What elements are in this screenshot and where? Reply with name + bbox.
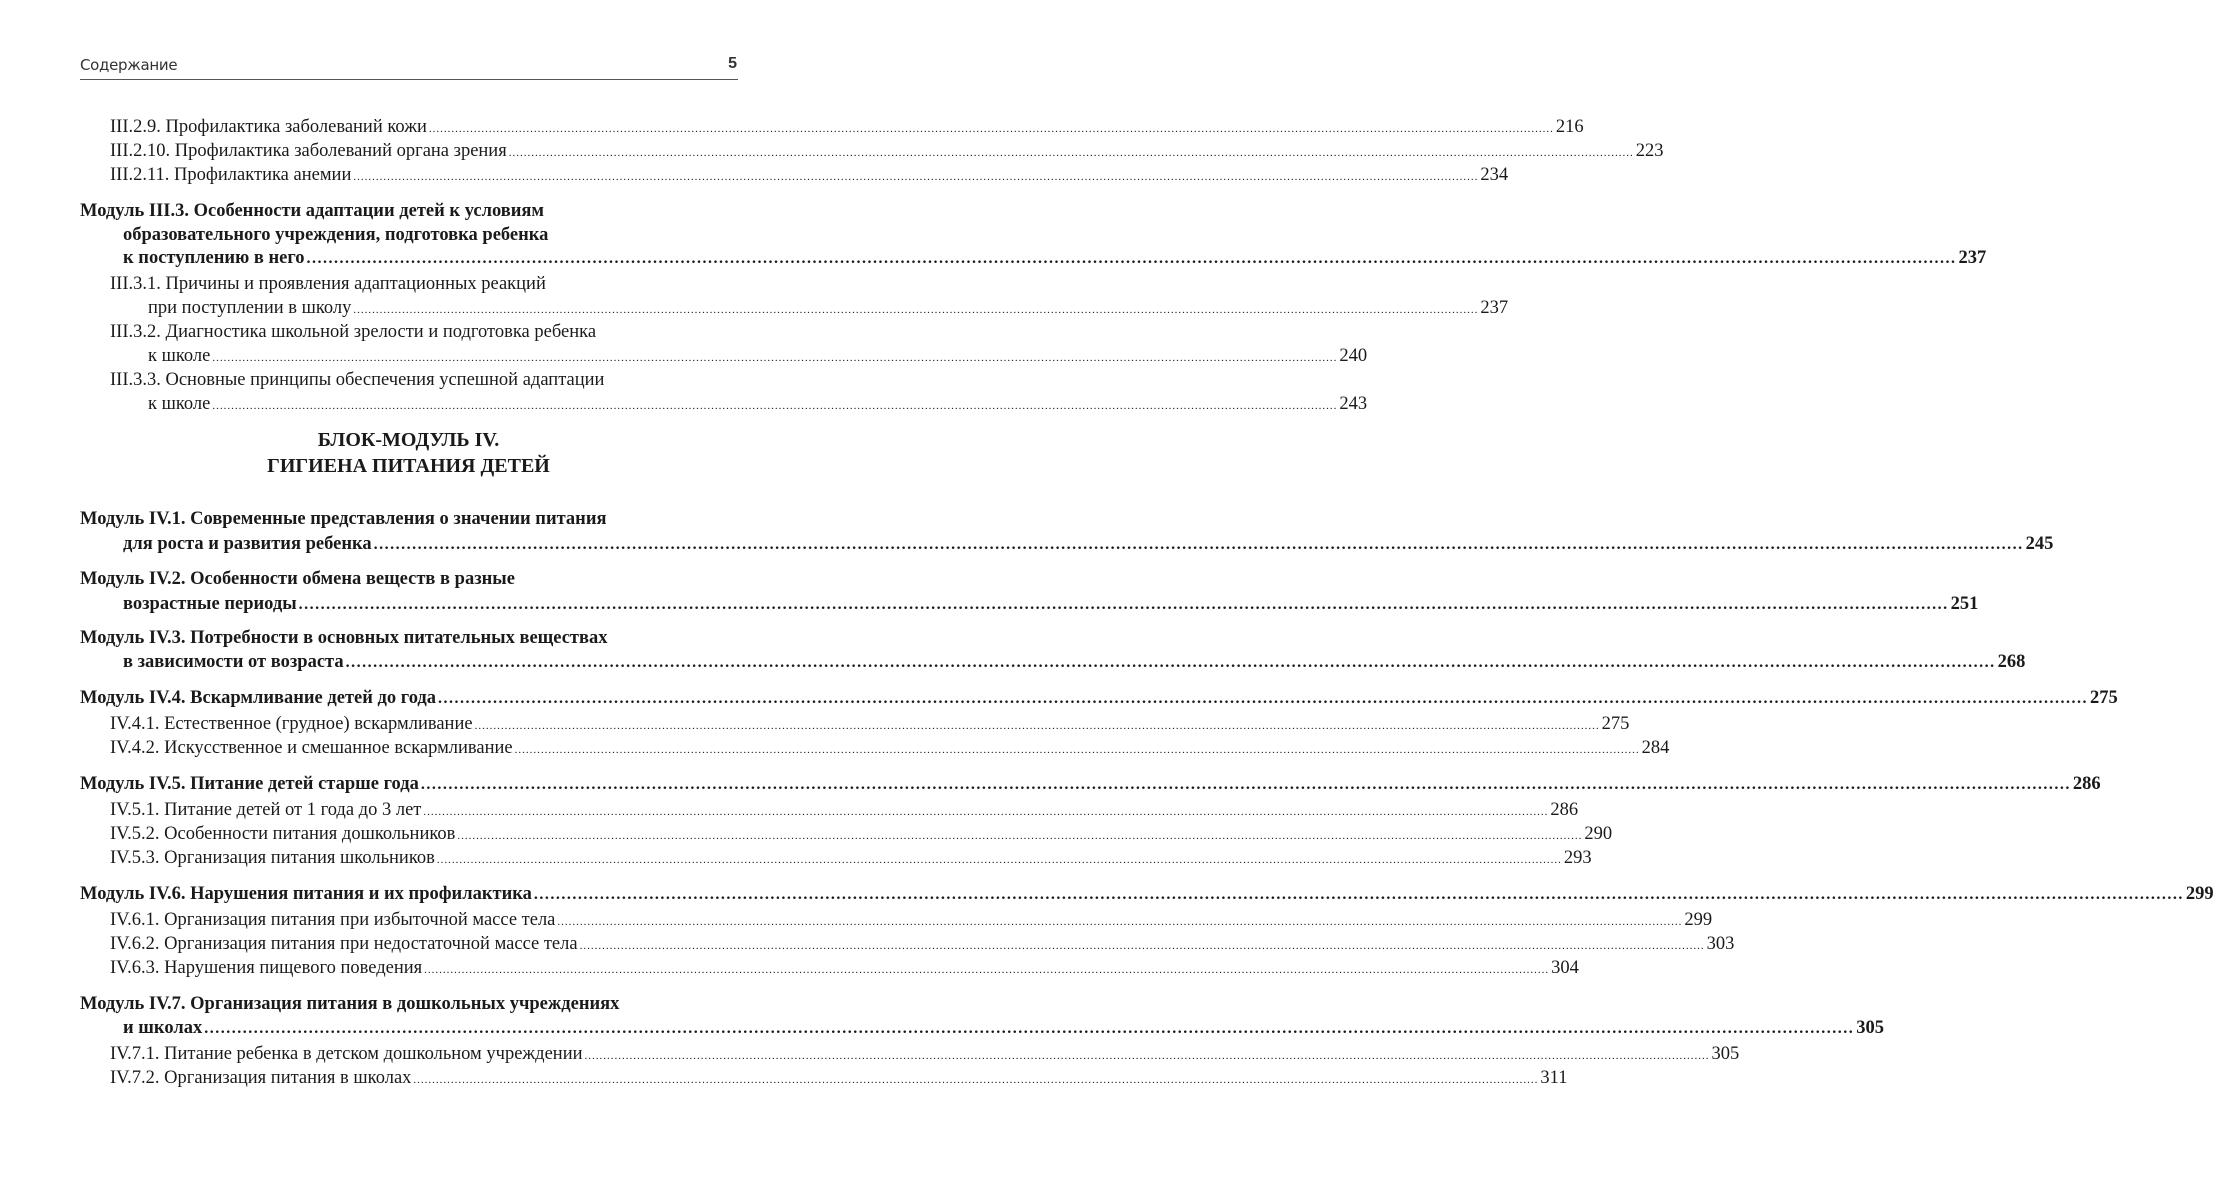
dot-leader: ............................................................................................................................................................................................................................................................................................................: [424, 964, 1550, 976]
toc-entry: [148, 393, 1368, 417]
toc-page-number: 237: [1958, 248, 1987, 268]
dot-leader: ............................................................................................................................................................................................................................................................................................................: [438, 690, 2089, 707]
dot-leader: ............................................................................................................................................................................................................................................................................................................: [212, 352, 1338, 364]
toc-entry-title: Модуль IV.1. Современные представления о значении питания: [80, 509, 607, 529]
toc-entry: [110, 933, 1735, 957]
toc-entry-line: [80, 568, 515, 590]
toc-entry: [110, 164, 1509, 188]
toc-entry-title: III.3.1. Причины и проявления адаптационных реакций: [110, 274, 546, 294]
toc-entry-title: III.2.11. Профилактика анемии: [110, 165, 352, 185]
toc-entry-title: III.3.3. Основные принципы обеспечения успешной адаптации: [110, 370, 605, 390]
toc-page-number: 284: [1641, 738, 1670, 758]
dot-leader: ............................................................................................................................................................................................................................................................................................................: [557, 916, 1683, 928]
dot-leader: ............................................................................................................................................................................................................................................................................................................: [514, 744, 1640, 756]
toc-entry-title: для роста и развития ребенка: [123, 534, 372, 554]
toc-entry-line: [80, 200, 544, 222]
toc-page-number: 251: [1950, 594, 1979, 614]
dot-leader: ............................................................................................................................................................................................................................................................................................................: [474, 720, 1600, 732]
toc-page-number: 286: [1550, 800, 1579, 820]
toc-page-number: 293: [1563, 848, 1592, 868]
toc-entry-title: IV.6.3. Нарушения пищевого поведения: [110, 958, 423, 978]
toc-entry: [110, 713, 1630, 737]
dot-leader: ............................................................................................................................................................................................................................................................................................................: [533, 886, 2184, 903]
toc-page-number: 303: [1706, 934, 1735, 954]
toc-entry-title: Модуль IV.2. Особенности обмена веществ в разные: [80, 569, 515, 589]
toc-entry-title: IV.7.1. Питание ребенка в детском дошкольном учреждении: [110, 1044, 583, 1064]
toc-entry-title: III.2.9. Профилактика заболеваний кожи: [110, 117, 427, 137]
dot-leader: ............................................................................................................................................................................................................................................................................................................: [420, 776, 2071, 793]
dot-leader: ............................................................................................................................................................................................................................................................................................................: [423, 806, 1549, 818]
toc-entry-title: III.2.10. Профилактика заболеваний органа зрения: [110, 141, 507, 161]
dot-leader: ............................................................................................................................................................................................................................................................................................................: [413, 1074, 1539, 1086]
dot-leader: ............................................................................................................................................................................................................................................................................................................: [457, 830, 1583, 842]
toc-entry-title: Модуль IV.4. Вскармливание детей до года: [80, 688, 437, 708]
toc-entry: [110, 1067, 1568, 1091]
toc-page-number: 268: [1997, 652, 2026, 672]
toc-entry-title: Модуль IV.3. Потребности в основных питательных веществах: [80, 628, 608, 648]
toc-page-number: 290: [1584, 824, 1613, 844]
toc-entry-title: Модуль IV.7. Организация питания в дошкольных учреждениях: [80, 994, 620, 1014]
toc-page-number: 243: [1339, 394, 1368, 414]
toc-entry-title: и школах: [123, 1018, 203, 1038]
dot-leader: ............................................................................................................................................................................................................................................................................................................: [373, 536, 2024, 553]
dot-leader: ............................................................................................................................................................................................................................................................................................................: [204, 1020, 1855, 1037]
toc-entry-title: к школе: [148, 394, 211, 414]
dot-leader: ............................................................................................................................................................................................................................................................................................................: [428, 123, 1554, 135]
toc-page-number: 311: [1540, 1068, 1568, 1088]
toc-page-number: 240: [1339, 346, 1368, 366]
toc-page-number: 286: [2072, 774, 2101, 794]
toc-entry-title: IV.5.1. Питание детей от 1 года до 3 лет: [110, 800, 422, 820]
toc-entry-title: IV.4.1. Естественное (грудное) вскармливание: [110, 714, 473, 734]
header-rule: [80, 79, 738, 80]
dot-leader: ............................................................................................................................................................................................................................................................................................................: [212, 400, 1338, 412]
toc-entry: [110, 116, 1584, 140]
toc-entry: [123, 593, 1979, 616]
dot-leader: ............................................................................................................................................................................................................................................................................................................: [298, 596, 1949, 613]
header-title: Содержание: [80, 56, 178, 74]
toc-page-number: 245: [2025, 534, 2054, 554]
toc-entry-line: [80, 627, 608, 649]
toc-entry-title: образовательного учреждения, подготовка ребенка: [123, 225, 549, 245]
toc-entry-line: [123, 224, 548, 246]
toc-entry: [110, 847, 1592, 871]
toc-page-number: 216: [1555, 117, 1584, 137]
toc-entry-title: IV.4.2. Искусственное и смешанное вскармливание: [110, 738, 513, 758]
toc-page-number: 237: [1480, 298, 1509, 318]
toc-entry: [110, 823, 1613, 847]
toc-page-number: 305: [1856, 1018, 1884, 1038]
toc-entry: [80, 883, 2214, 906]
dot-leader: ............................................................................................................................................................................................................................................................................................................: [306, 250, 1957, 267]
toc-entry-title: IV.5.2. Особенности питания дошкольников: [110, 824, 456, 844]
dot-leader: ............................................................................................................................................................................................................................................................................................................: [345, 654, 1996, 671]
toc-entry-title: возрастные периоды: [123, 594, 297, 614]
dot-leader: ............................................................................................................................................................................................................................................................................................................: [508, 147, 1634, 159]
toc-page-number: 304: [1551, 958, 1579, 978]
toc-entry-title: Модуль IV.5. Питание детей старше года: [80, 774, 419, 794]
toc-entry: [123, 533, 2054, 556]
toc-entry: [110, 957, 1579, 981]
toc-entry: [110, 140, 1664, 164]
toc-entry-title: IV.6.1. Организация питания при избыточной массе тела: [110, 910, 556, 930]
toc-entry-title: IV.7.2. Организация питания в школах: [110, 1068, 412, 1088]
toc-page-number: 305: [1711, 1044, 1740, 1064]
toc-entry-line: [110, 321, 596, 343]
toc-entry-title: при поступлении в школу: [148, 298, 352, 318]
dot-leader: ............................................................................................................................................................................................................................................................................................................: [353, 304, 1479, 316]
page-number: 5: [728, 55, 737, 72]
toc-entry-title: к поступлению в него: [123, 248, 305, 268]
toc-entry-title: IV.5.3. Организация питания школьников: [110, 848, 435, 868]
toc-entry: [148, 345, 1368, 369]
toc-entry-title: в зависимости от возраста: [123, 652, 344, 672]
block-title-line-2: ГИГИЕНА ПИТАНИЯ ДЕТЕЙ: [267, 455, 550, 477]
toc-entry: [148, 297, 1509, 321]
toc-page-number: 234: [1480, 165, 1509, 185]
toc-entry-line: [80, 508, 607, 530]
toc-entry-line: [110, 369, 604, 391]
toc-entry: [123, 651, 2026, 674]
toc-page-number: 223: [1635, 141, 1664, 161]
toc-entry-title: III.3.2. Диагностика школьной зрелости и подготовка ребенка: [110, 322, 597, 342]
dot-leader: ............................................................................................................................................................................................................................................................................................................: [436, 854, 1562, 866]
toc-entry: [110, 1043, 1740, 1067]
toc-entry-title: IV.6.2. Организация питания при недостаточной массе тела: [110, 934, 578, 954]
toc-entry: [123, 247, 1987, 270]
toc-entry: [80, 773, 2101, 796]
toc-entry: [110, 909, 1713, 933]
toc-entry-line: [110, 273, 546, 295]
dot-leader: ............................................................................................................................................................................................................................................................................................................: [353, 171, 1479, 183]
toc-page-number: 275: [2090, 688, 2118, 708]
toc-entry: [110, 799, 1579, 823]
toc-entry-title: Модуль IV.6. Нарушения питания и их профилактика: [80, 884, 532, 904]
dot-leader: ............................................................................................................................................................................................................................................................................................................: [584, 1050, 1710, 1062]
toc-entry-line: [80, 993, 619, 1015]
toc-page-number: 299: [2185, 884, 2214, 904]
toc-entry-title: Модуль III.3. Особенности адаптации детей к условиям: [80, 201, 545, 221]
toc-page-number: 275: [1601, 714, 1630, 734]
toc-entry: [110, 737, 1670, 761]
toc-entry: [123, 1017, 1884, 1040]
dot-leader: ............................................................................................................................................................................................................................................................................................................: [579, 940, 1705, 952]
block-title-line-1: БЛОК-МОДУЛЬ IV.: [317, 429, 500, 451]
toc-entry-title: к школе: [148, 346, 211, 366]
toc-entry: [80, 687, 2118, 710]
toc-page-number: 299: [1684, 910, 1713, 930]
